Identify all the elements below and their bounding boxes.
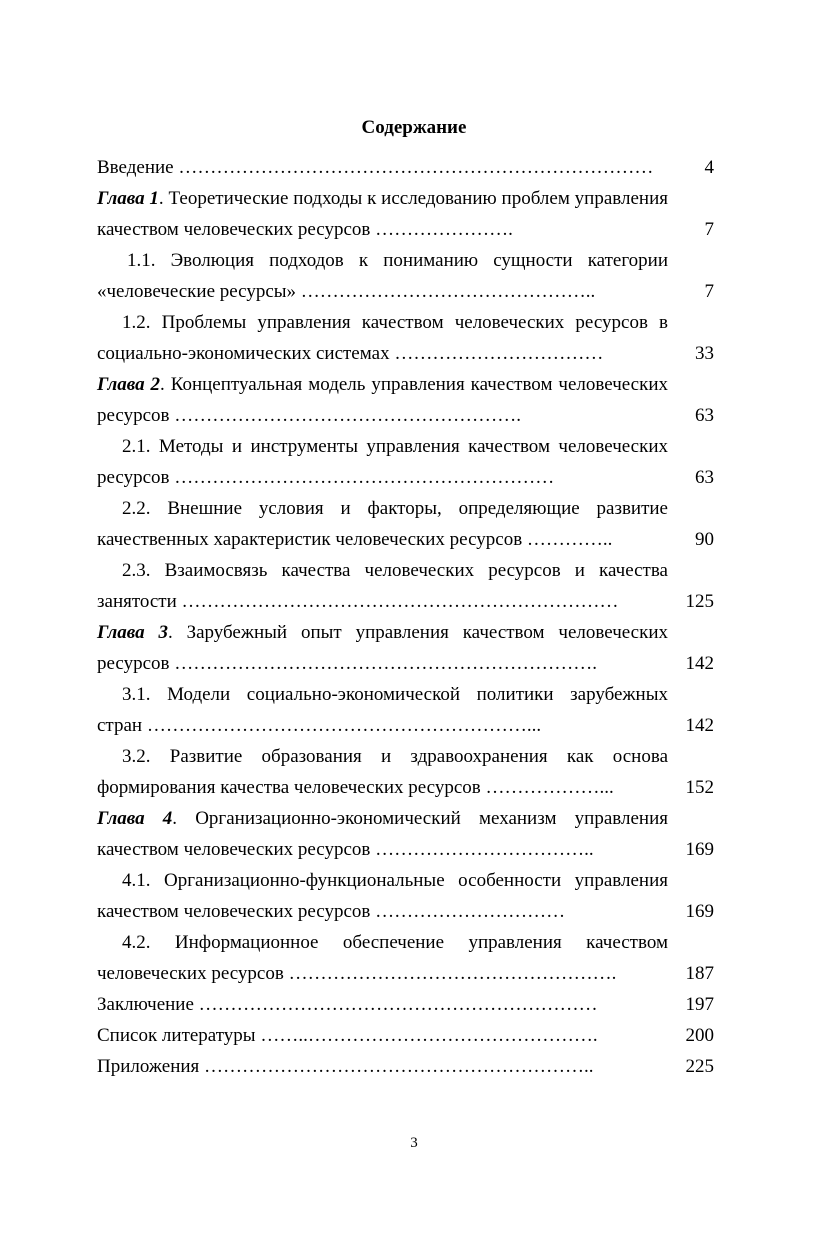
toc-entry-page: 142 bbox=[685, 715, 714, 736]
chapter-label: Глава 3 bbox=[97, 622, 168, 643]
toc-entry-page: 197 bbox=[685, 994, 714, 1015]
toc-entry-page: 152 bbox=[685, 777, 714, 798]
toc-entry-page: 63 bbox=[695, 467, 714, 488]
toc-entry-chapter-2[interactable] bbox=[97, 369, 714, 431]
toc-entry-text: 2.1. Методы и инструменты управления качеством человеческих ресурсов …………………………………………………… bbox=[97, 436, 668, 488]
toc-entry-introduction[interactable] bbox=[97, 152, 714, 183]
toc-entry-page: 200 bbox=[685, 1025, 714, 1046]
toc-entry-text: . Концептуальная модель управления качеством человеческих ресурсов ………………………………………………. bbox=[97, 374, 668, 426]
toc-entry-page: 63 bbox=[695, 405, 714, 426]
toc-entry-text: 4.2. Информационное обеспечение управления качеством человеческих ресурсов ……………………………………………. bbox=[97, 932, 668, 984]
toc-entry-page: 225 bbox=[685, 1056, 714, 1077]
toc-entry-section-4-2[interactable] bbox=[97, 927, 714, 989]
toc-entry-text: 2.3. Взаимосвязь качества человеческих ресурсов и качества занятости …………………………………………………………… bbox=[97, 560, 668, 612]
toc-entry-conclusion[interactable] bbox=[97, 989, 714, 1020]
toc-entry-text: 3.2. Развитие образования и здравоохранения как основа формирования качества человеческих ресурсов ………………... bbox=[97, 746, 668, 798]
toc-entry-chapter-4[interactable] bbox=[97, 803, 714, 865]
toc-entry-chapter-1[interactable] bbox=[97, 183, 714, 245]
toc-entry-page: 169 bbox=[685, 839, 714, 860]
toc-entry-page: 125 bbox=[685, 591, 714, 612]
chapter-label: Глава 2 bbox=[97, 374, 161, 395]
toc-entry-text: . Зарубежный опыт управления качеством человеческих ресурсов …………………………………………………………. bbox=[97, 622, 669, 674]
toc-entry-section-2-1[interactable] bbox=[97, 431, 714, 493]
toc-entry-page: 4 bbox=[704, 157, 714, 178]
toc-entry-text: . Теоретические подходы к исследованию проблем управления качеством человеческих ресурсов …………………. bbox=[97, 188, 668, 240]
toc-entry-page: 7 bbox=[704, 219, 714, 240]
toc-entry-section-1-2[interactable] bbox=[97, 307, 714, 369]
toc-entry-section-4-1[interactable] bbox=[97, 865, 714, 927]
toc-entry-appendices[interactable] bbox=[97, 1051, 714, 1082]
toc-entry-text: . Организационно-экономический механизм управления качеством человеческих ресурсов …………………………….. bbox=[97, 808, 668, 860]
toc-entry-page: 33 bbox=[695, 343, 714, 364]
toc-entry-text: 3.1. Модели социально-экономической политики зарубежных стран ……………………………………………………... bbox=[97, 684, 668, 736]
page-title: Содержание bbox=[361, 117, 467, 138]
toc-entry-page: 142 bbox=[685, 653, 714, 674]
toc-entry-text: 1.2. Проблемы управления качеством человеческих ресурсов в социально-экономических системах …………………………… bbox=[97, 312, 668, 364]
toc-entry-section-2-2[interactable] bbox=[97, 493, 714, 555]
toc-entry-chapter-3[interactable] bbox=[97, 617, 714, 679]
toc-entry-section-3-1[interactable] bbox=[97, 679, 714, 741]
toc-entry-page: 7 bbox=[704, 281, 714, 302]
toc-entry-page: 187 bbox=[685, 963, 714, 984]
toc-entry-references[interactable] bbox=[97, 1020, 714, 1051]
chapter-label: Глава 1 bbox=[97, 188, 159, 209]
toc-entry-page: 90 bbox=[695, 529, 714, 550]
toc-entry-page: 169 bbox=[685, 901, 714, 922]
toc-entry-text: Приложения …………………………………………………….. bbox=[97, 1056, 594, 1077]
toc-entry-text: 4.1. Организационно-функциональные особенности управления качеством человеческих ресурсов ………………………… bbox=[97, 870, 668, 922]
page-number: 3 bbox=[410, 1135, 418, 1151]
toc-entry-text: Заключение ……………………………………………………… bbox=[97, 994, 598, 1015]
toc-entry-text: 2.2. Внешние условия и факторы, определяющие развитие качественных характеристик человеческих ресурсов ………….. bbox=[97, 498, 668, 550]
toc-entry-text: Список литературы ……..………………………………………. bbox=[97, 1025, 598, 1046]
table-of-contents bbox=[97, 152, 714, 1082]
toc-entry-text: 1.1. Эволюция подходов к пониманию сущности категории «человеческие ресурсы» ……………………………………….. bbox=[97, 250, 668, 302]
toc-entry-section-3-2[interactable] bbox=[97, 741, 714, 803]
toc-entry-section-1-1[interactable] bbox=[97, 245, 714, 307]
toc-entry-section-2-3[interactable] bbox=[97, 555, 714, 617]
toc-entry-text: Введение ………………………………………………………………… bbox=[97, 157, 654, 178]
chapter-label: Глава 4 bbox=[97, 808, 173, 829]
